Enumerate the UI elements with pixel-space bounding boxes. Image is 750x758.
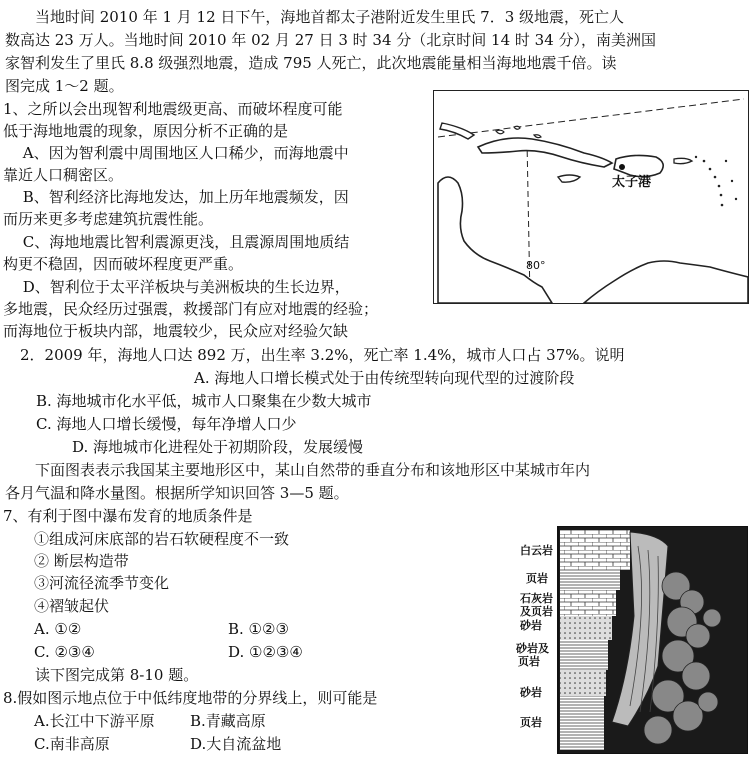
caribbean-map xyxy=(433,90,749,304)
layer-limestone: 石灰岩 xyxy=(520,592,553,605)
q2-option-c: C. 海地人口增长缓慢，每年净增人口少 xyxy=(36,415,297,433)
q2-stem: 2．2009 年，海地人口达 892 万，出生率 3.2%，死亡率 1.4%，城市人口占 37%。说明 xyxy=(5,346,625,364)
layer-shale-3: 页岩 xyxy=(520,716,542,729)
q1-option-d-2: 多地震，民众经历过强震，救援部门有应对地震的经验； xyxy=(3,300,379,318)
q7-item-2: ② 断层构造带 xyxy=(34,552,129,570)
q7-option-b: B. ①②③ xyxy=(228,620,289,638)
q7-item-1: ①组成河床底部的岩石软硬程度不一致 xyxy=(34,530,290,548)
q1-option-d-3: 而海地位于板块内部，地震较少，民众应对经验欠缺 xyxy=(3,322,349,340)
layer-sandstone-2: 砂岩 xyxy=(520,686,542,699)
q7-item-3: ③河流径流季节变化 xyxy=(34,574,170,592)
longitude-label: 80° xyxy=(526,259,546,272)
intro2-line-1: 下面图表表示我国某主要地形区中，某山自然带的垂直分布和该地形区中某城市年内 xyxy=(5,461,591,479)
q7-option-d: D. ①②③④ xyxy=(228,643,303,661)
port-au-prince-label: 太子港 xyxy=(612,175,652,190)
layer-shale-1: 页岩 xyxy=(526,572,548,585)
intro-line-3: 家智利发生了里氏 8.8 级强烈地震，造成 795 人死亡，此次地震能量相当海地地震千倍。读 xyxy=(5,54,617,72)
q7-option-a: A. ①② xyxy=(34,620,82,638)
q1-stem-1: 1、之所以会出现智利地震级更高、而破坏程度可能 xyxy=(3,100,343,118)
layer-sandstone-1: 砂岩 xyxy=(520,619,542,632)
q1-option-d-1: D、智利位于太平洋板块与美洲板块的生长边界， xyxy=(3,278,350,296)
q7-stem: 7、有利于图中瀑布发育的地质条件是 xyxy=(3,507,253,525)
intro-line-1: 当地时间 2010 年 1 月 12 日下午，海地首都太子港附近发生里氏 7．3 级地震，死亡人 xyxy=(5,8,625,26)
q2-option-d: D. 海地城市化进程处于初期阶段，发展缓慢 xyxy=(72,438,364,456)
q2-option-b: B. 海地城市化水平低，城市人口聚集在少数大城市 xyxy=(36,392,372,410)
layer-sandstone-and: 砂岩及 xyxy=(516,642,549,655)
q8-option-c: C.南非高原 xyxy=(34,735,110,753)
q8-option-a: A.长江中下游平原 xyxy=(34,712,155,730)
q1-option-b-2: 而历来更多考虑建筑抗震性能。 xyxy=(3,210,214,228)
q7-option-c: C. ②③④ xyxy=(34,643,95,661)
q7-item-4: ④褶皱起伏 xyxy=(34,597,110,615)
q8-option-b: B.青藏高原 xyxy=(190,712,266,730)
waterfall-figure xyxy=(508,526,748,754)
intro-line-4: 图完成 1～2 题。 xyxy=(5,77,124,95)
layer-dolomite: 白云岩 xyxy=(520,544,553,557)
layer-and-shale: 及页岩 xyxy=(520,605,553,618)
waterfall-drawing xyxy=(508,526,748,754)
q1-option-c-2: 构更不稳固，因而破坏程度更严重。 xyxy=(3,255,244,273)
intro2-line-2: 各月气温和降水量图。根据所学知识回答 3—5 题。 xyxy=(5,484,349,502)
q1-option-a-1: A、因为智利震中周围地区人口稀少，而海地震中 xyxy=(3,144,349,162)
q1-option-a-2: 靠近人口稠密区。 xyxy=(3,166,124,184)
caribbean-map-drawing xyxy=(434,91,748,303)
q1-option-b-1: B、智利经济比海地发达，加上历年地震频发，因 xyxy=(3,188,349,206)
intro-line-2: 数高达 23 万人。当地时间 2010 年 02 月 27 日 3 时 34 分（北京时间 14 时 34 分），南美洲国 xyxy=(5,31,657,49)
layer-shale-2: 页岩 xyxy=(518,655,540,668)
q2-option-a: A. 海地人口增长模式处于由传统型转向现代型的过渡阶段 xyxy=(194,369,575,387)
q1-stem-2: 低于海地地震的现象，原因分析不正确的是 xyxy=(3,122,289,140)
q8-option-d: D.大自流盆地 xyxy=(190,735,282,753)
intro3: 读下图完成第 8-10 题。 xyxy=(20,666,199,684)
q1-option-c-1: C、海地地震比智利震源更浅，且震源周围地质结 xyxy=(3,233,350,251)
q8-stem: 8.假如图示地点位于中低纬度地带的分界线上，则可能是 xyxy=(3,689,378,707)
